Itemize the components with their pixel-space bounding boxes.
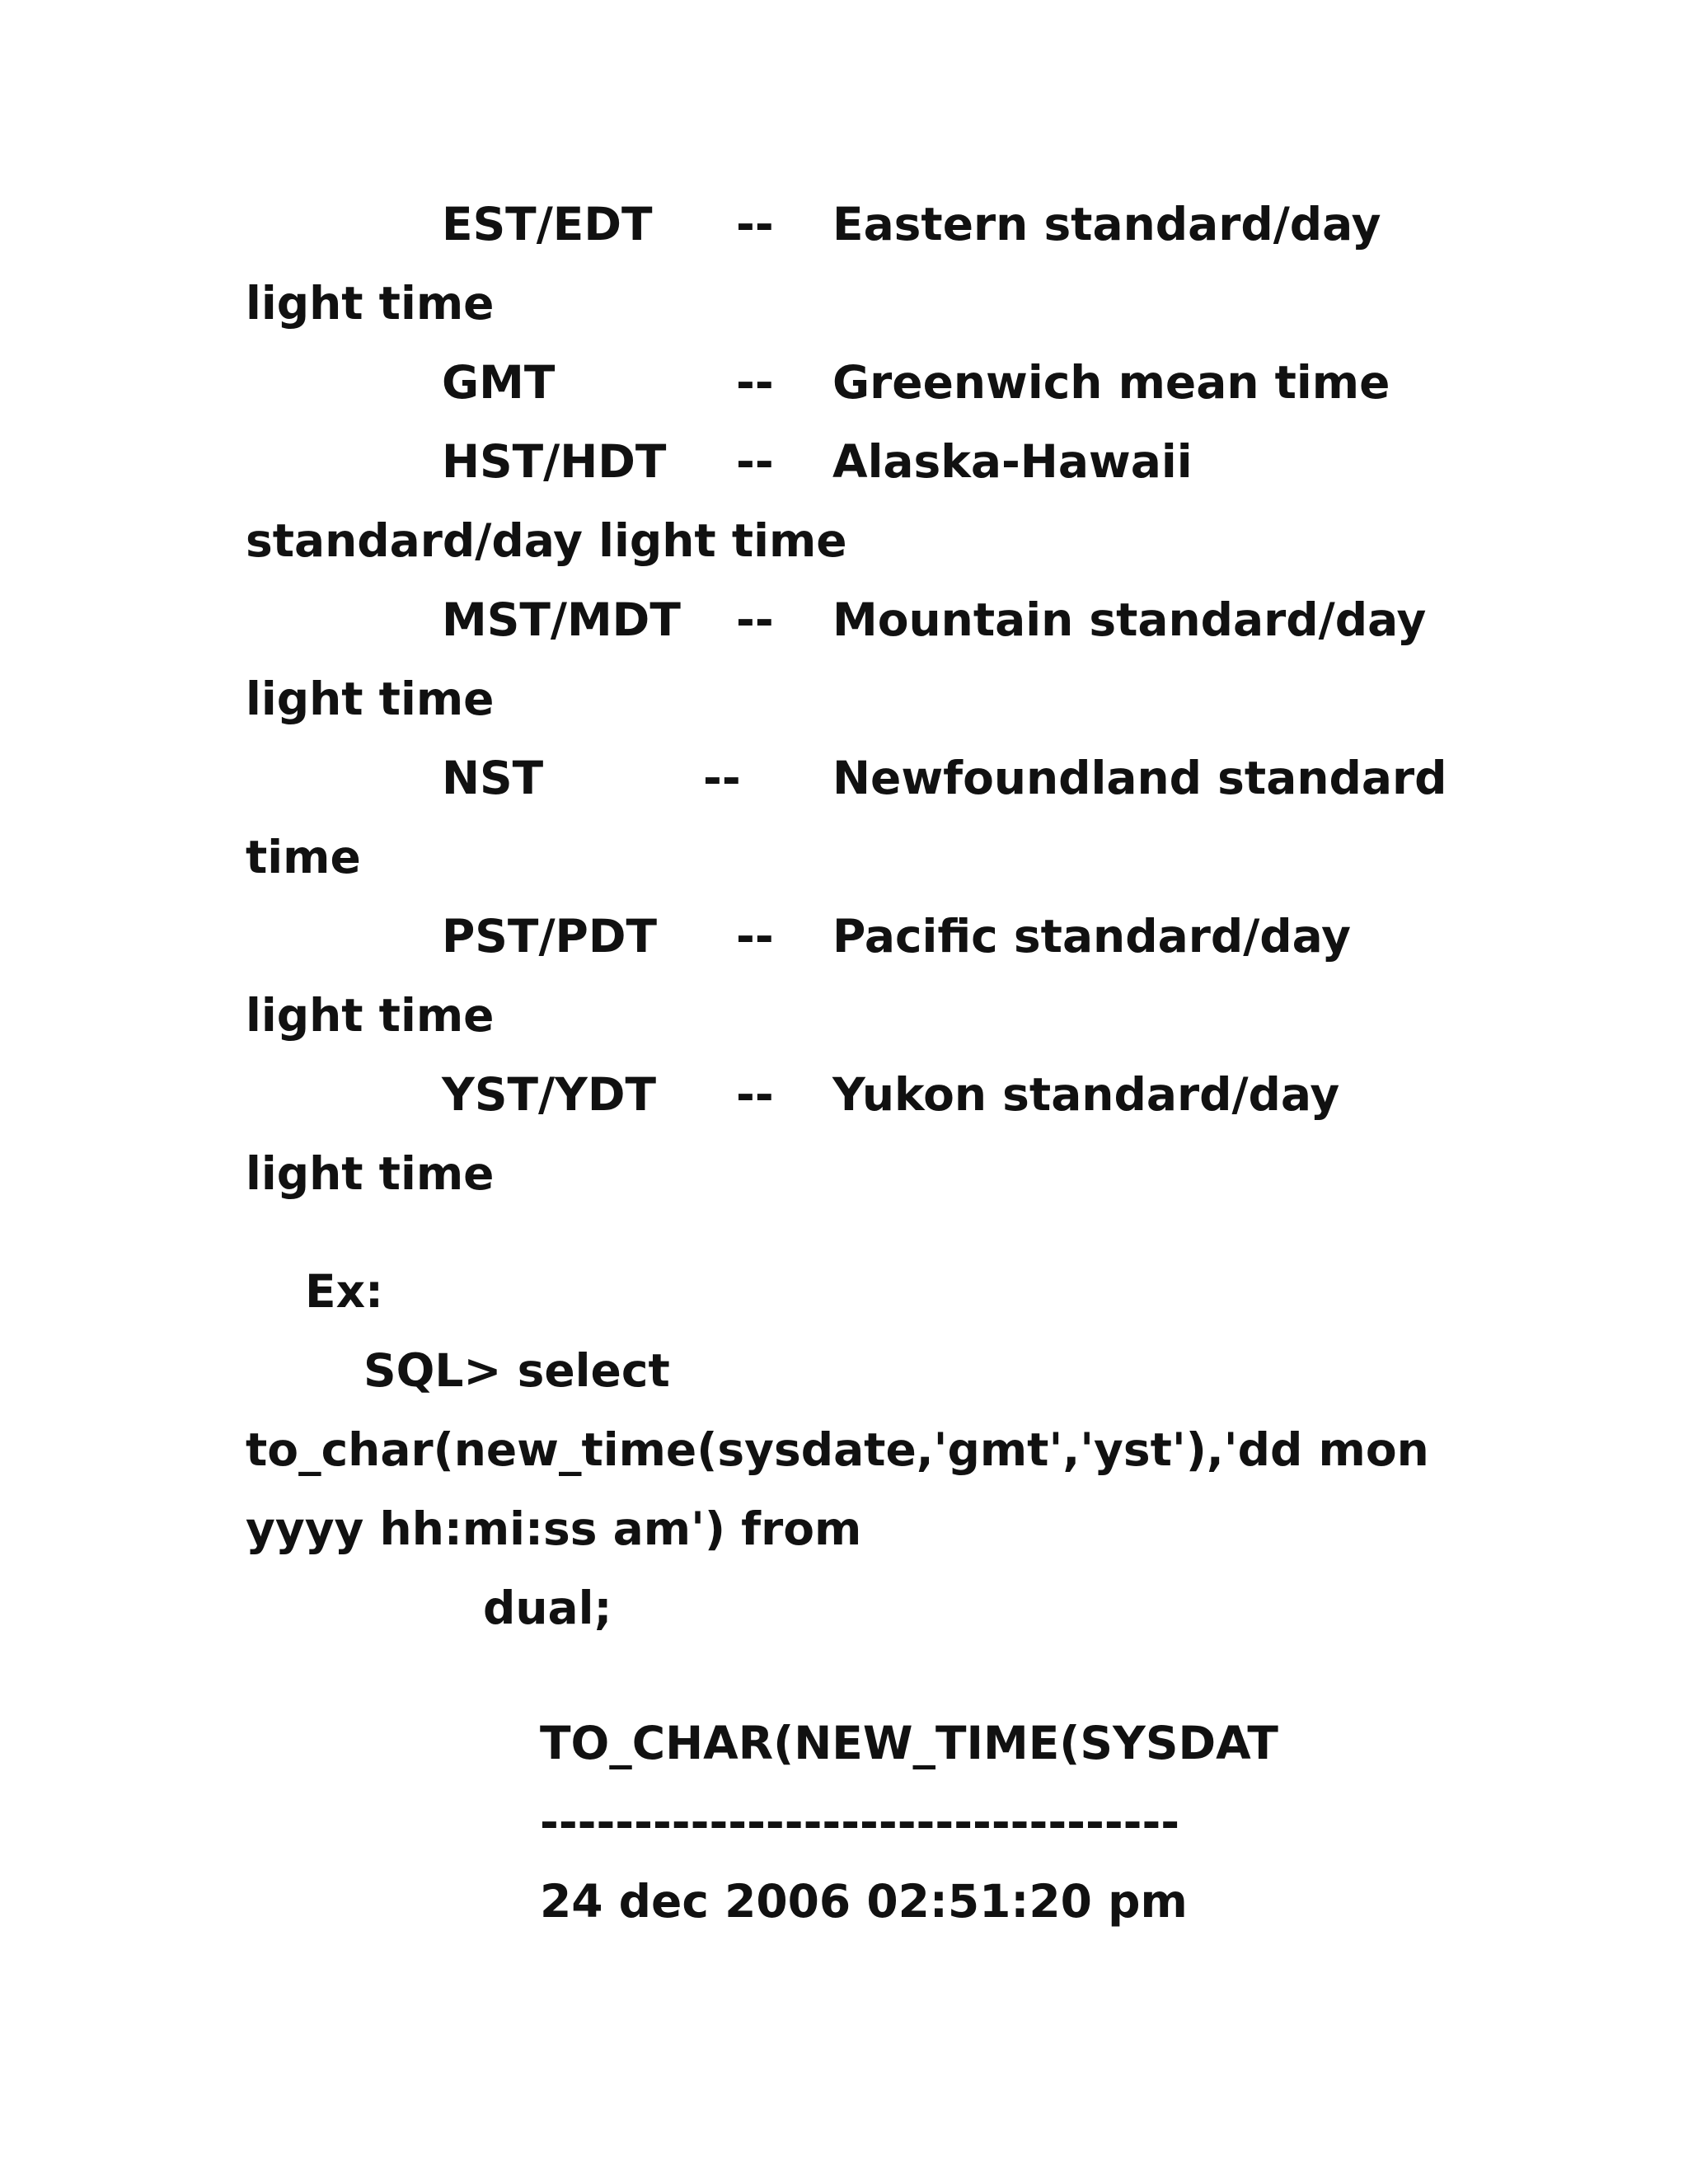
example-label: Ex: <box>305 1265 384 1318</box>
tz-gmt-code: GMT <box>442 356 556 409</box>
tz-nst-cont: time <box>246 831 361 883</box>
tz-pst-sep: -- <box>736 910 774 963</box>
tz-yst-cont: light time <box>246 1147 495 1200</box>
tz-yst-code: YST/YDT <box>442 1068 657 1121</box>
tz-est-sep: -- <box>736 198 774 251</box>
tz-gmt-desc: Greenwich mean time <box>832 356 1390 409</box>
tz-hst-cont: standard/day light time <box>246 514 847 567</box>
tz-hst-desc: Alaska-Hawaii <box>832 435 1193 488</box>
tz-pst-desc: Pacific standard/day <box>832 910 1351 963</box>
tz-est-cont: light time <box>246 277 495 330</box>
tz-pst-cont: light time <box>246 989 495 1042</box>
sql-line-4: dual; <box>483 1582 612 1634</box>
tz-nst-code: NST <box>442 752 544 804</box>
tz-est-desc: Eastern standard/day <box>832 198 1381 251</box>
tz-yst-sep: -- <box>736 1068 774 1121</box>
tz-hst-code: HST/HDT <box>442 435 667 488</box>
tz-est-code: EST/EDT <box>442 198 653 251</box>
tz-pst-code: PST/PDT <box>442 910 658 963</box>
sql-line-3: yyyy hh:mi:ss am') from <box>246 1502 862 1555</box>
tz-mst-cont: light time <box>246 673 495 725</box>
tz-gmt-sep: -- <box>736 356 774 409</box>
output-column-header: TO_CHAR(NEW_TIME(SYSDAT <box>540 1717 1278 1769</box>
tz-yst-desc: Yukon standard/day <box>832 1068 1340 1121</box>
tz-nst-desc: Newfoundland standard <box>832 752 1447 804</box>
tz-mst-sep: -- <box>736 593 774 646</box>
sql-line-2: to_char(new_time(sysdate,'gmt','yst'),'dd mon <box>246 1423 1429 1476</box>
sql-line-1: SQL> select <box>363 1344 670 1397</box>
tz-nst-sep: -- <box>703 752 741 804</box>
output-underline: ---------------------------------- <box>540 1796 1180 1849</box>
tz-mst-code: MST/MDT <box>442 593 681 646</box>
tz-mst-desc: Mountain standard/day <box>832 593 1427 646</box>
output-value: 24 dec 2006 02:51:20 pm <box>540 1875 1188 1928</box>
tz-hst-sep: -- <box>736 435 774 488</box>
